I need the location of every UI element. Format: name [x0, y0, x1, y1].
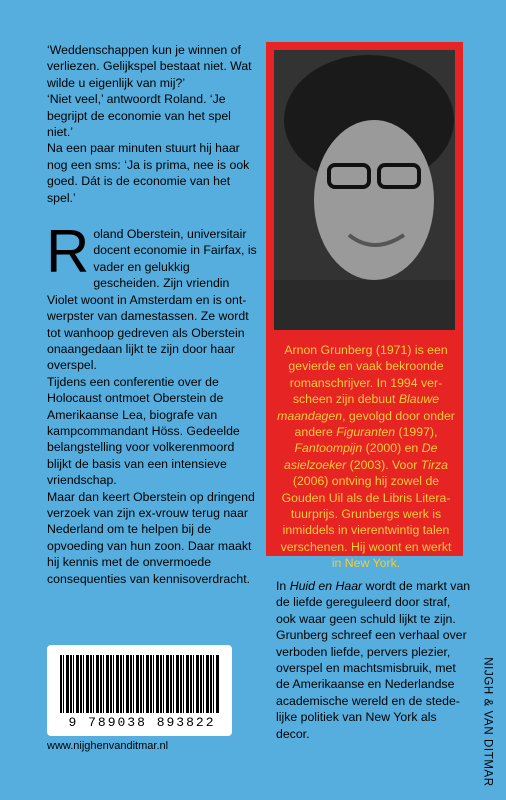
book-title: Figuranten [336, 425, 396, 440]
summary-paragraph: Grunberg schreef een verhaal over verboden liefde, pervers plezier, overspel en machtsmisbruik, met de Amerikaanse en Nederlandse academische wereld en de stedelijke politiek van New York als decor. [276, 628, 467, 741]
blurb-paragraph: Tijdens een conferentie over de Holocaust ontmoet Oberstein de Amerikaanse Lea, biografe van kampcommandant Höss. Gedeelde belangstelling voor volkerenmoord blijkt de basis van een intensieve vriendschap. [47, 374, 240, 488]
author-bio: Arnon Grunberg (1971) is een gevierde en vaak bekroonde romanschrijver. In 1994 verscheen zijn debuut Blauwe maandagen, gevolgd door onder andere Figuranten (1997), Fantoompijn (2000) en De asielzoeker (2003). Voor Tirza (2006) ontving hij zowel de Gouden Uil als de Libris Literatuurprijs. Grunbergs werk is inmiddels in vierentwintig talen verschenen. Hij woont en werkt in New York. [277, 343, 455, 571]
book-title: Blauwe maandagen [277, 392, 440, 423]
opening-quote [47, 42, 259, 206]
blurb [46, 218, 259, 587]
publisher-name: NIJGH & VAN DITMAR [482, 657, 494, 787]
author-box [266, 42, 463, 571]
book-summary [276, 578, 471, 742]
publisher-logo [477, 657, 499, 787]
barcode-bars [60, 655, 220, 713]
quote-line: ‘Weddenschappen kun je winnen of verliezen. Gelijkspel bestaat niet. Wat wilde u eigenlijk van mij?’ [47, 43, 252, 90]
book-title: Fantoompijn [294, 441, 363, 456]
blurb-paragraph: oland Oberstein, universitair docent economie in Fairfax, is vader en gelukkig gescheiden. Zijn vriendin Violet woont in Amsterdam en is ontwerpster van damestassen. Ze wordt tot wanhoop gedreven als Oberstein onaangedaan lijkt te zijn door haar overspel. [47, 227, 257, 373]
quote-line: Na een paar minuten stuurt hij haar nog een sms: ‘Ja is prima, nee is ook goed. Dát is de economie van het spel.’ [47, 141, 250, 205]
author-photo [274, 50, 455, 330]
isbn-number: 9 789038 893822 [68, 715, 216, 730]
barcode [47, 645, 232, 736]
back-cover-text [47, 42, 259, 587]
blurb-paragraph: Maar dan keert Oberstein op dringend verzoek van zijn ex-vrouw terug naar Nederland om te helpen bij de opvoeding van hun zoon. Daar maakt hij kennis met de onvermoede consequenties van kennisoverdracht. [47, 489, 255, 586]
book-title: Huid en Haar [289, 579, 363, 593]
book-title: De asielzoeker [284, 441, 438, 472]
summary-paragraph: In Huid en Haar wordt de markt van de liefde gereguleerd door straf, ook waar geen schuld lijkt te zijn. [276, 579, 471, 626]
publisher-website: www.nijghenvanditmar.nl [47, 740, 169, 752]
book-title: Tirza [420, 457, 448, 472]
drop-cap: R [46, 218, 90, 286]
quote-line: ‘Niet veel,’ antwoordt Roland. ‘Je begrijpt de economie van het spel niet.’ [47, 92, 231, 140]
